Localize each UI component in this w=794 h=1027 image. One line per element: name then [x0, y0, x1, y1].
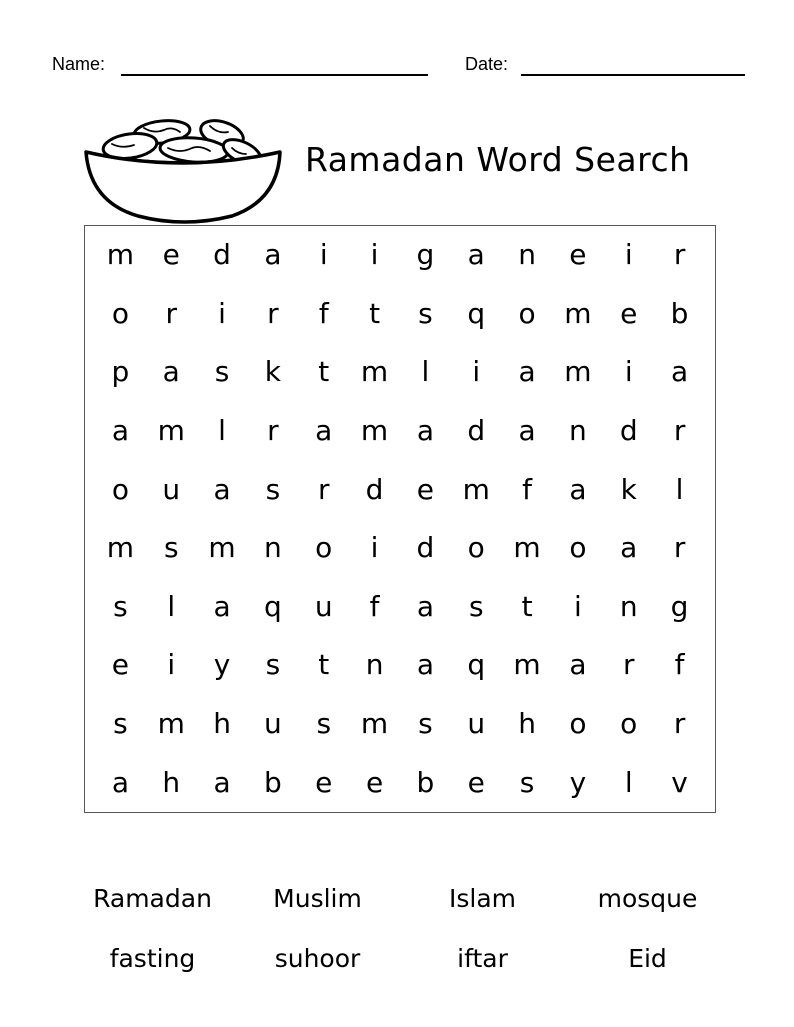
grid-letter: a: [670, 355, 689, 389]
grid-letter: a: [111, 414, 129, 448]
grid-letter: a: [416, 414, 434, 448]
grid-letter: k: [620, 472, 637, 506]
grid-letter: i: [370, 531, 379, 565]
grid-letter: m: [360, 707, 389, 741]
grid-letter: s: [113, 707, 128, 741]
grid-letter: g: [670, 589, 689, 623]
grid-letter: v: [671, 765, 688, 799]
grid-letter: r: [267, 296, 279, 330]
grid-letter: r: [165, 296, 177, 330]
grid-letter: u: [467, 707, 486, 741]
word-list-item: Ramadan: [93, 883, 212, 913]
grid-letter: o: [518, 296, 536, 330]
grid-letter: m: [157, 707, 185, 741]
grid-letter: e: [569, 238, 587, 272]
grid-letter: m: [564, 355, 592, 389]
grid-letter: s: [163, 531, 179, 565]
grid-letter: a: [416, 648, 434, 682]
grid-letter: m: [564, 296, 592, 330]
grid-letter: l: [421, 355, 430, 389]
grid-letter: e: [315, 765, 333, 799]
grid-letter: a: [518, 414, 536, 448]
grid-letter: a: [518, 355, 536, 389]
grid-letter: h: [518, 707, 536, 741]
grid-letter: o: [111, 472, 129, 506]
grid-letter: k: [264, 355, 282, 389]
grid-letter: e: [467, 765, 485, 799]
word-list-item: Islam: [448, 883, 517, 913]
grid-letter: i: [624, 355, 633, 389]
grid-letter: b: [416, 765, 435, 799]
grid-letter: y: [569, 765, 587, 799]
grid-letter: e: [111, 648, 130, 682]
grid-letter: s: [265, 648, 281, 682]
grid-letter: o: [569, 531, 587, 565]
word-list-item: suhoor: [274, 943, 361, 973]
grid-letter: a: [569, 648, 587, 682]
grid-letter: m: [208, 531, 236, 565]
grid-letter: m: [513, 531, 541, 565]
grid-letter: b: [264, 765, 282, 799]
grid-letter: n: [619, 589, 638, 623]
grid-letter: d: [619, 414, 638, 448]
grid-letter: r: [622, 648, 635, 682]
grid-letter: l: [624, 765, 633, 799]
header-row: [0, 52, 794, 82]
grid-letter: f: [369, 589, 380, 623]
grid-letter: a: [569, 472, 587, 506]
grid-letter: i: [319, 238, 328, 272]
grid-letter: n: [365, 648, 384, 682]
grid-letter: i: [472, 355, 481, 389]
grid-letter: r: [267, 414, 279, 448]
grid-letter: i: [218, 296, 226, 330]
grid-letter: e: [620, 296, 638, 330]
grid-letter: s: [519, 765, 535, 799]
grid-letter: m: [513, 648, 541, 682]
grid-letter: r: [317, 472, 330, 506]
grid-letter: d: [467, 414, 486, 448]
grid-letter: y: [213, 648, 231, 682]
grid-letter: m: [462, 472, 490, 506]
grid-letter: a: [467, 238, 485, 272]
grid-letter: m: [106, 531, 135, 565]
word-list-item: mosque: [597, 883, 698, 913]
word-list-item: Eid: [628, 943, 667, 973]
grid-letter: f: [674, 648, 685, 682]
grid-letter: r: [673, 707, 686, 741]
grid-letter: a: [620, 531, 638, 565]
grid-letter: u: [162, 472, 181, 506]
name-label: Name:: [52, 54, 106, 74]
grid-letter: s: [113, 589, 128, 623]
grid-letter: i: [167, 648, 176, 682]
grid-letter: m: [157, 414, 185, 448]
grid-letter: a: [213, 765, 231, 799]
word-list-item: iftar: [457, 943, 508, 973]
name-field[interactable]: [121, 74, 428, 76]
grid-letter: a: [213, 472, 231, 506]
grid-letter: l: [218, 414, 226, 448]
grid-letter: d: [416, 531, 435, 565]
word-list-item: Muslim: [273, 883, 362, 913]
grid-letter: d: [365, 472, 384, 506]
word-list-item: fasting: [109, 943, 196, 973]
grid-letter: a: [111, 765, 129, 799]
grid-letter: t: [521, 589, 533, 623]
grid-letter: a: [416, 589, 434, 623]
grid-letter: s: [265, 472, 281, 506]
grid-letter: e: [365, 765, 384, 799]
grid-letter: t: [318, 355, 330, 389]
grid-letter: a: [264, 238, 282, 272]
grid-letter: o: [315, 531, 333, 565]
grid-letter: t: [318, 648, 330, 682]
grid-letter: d: [213, 238, 231, 272]
word-search-grid: [84, 225, 716, 813]
grid-letter: i: [624, 238, 633, 272]
grid-letter: u: [264, 707, 282, 741]
grid-letter: l: [167, 589, 176, 623]
grid-letter: u: [314, 589, 333, 623]
grid-letter: r: [673, 238, 686, 272]
grid-letter: m: [106, 238, 135, 272]
page-title: Ramadan Word Search: [305, 140, 691, 179]
grid-letter: i: [370, 238, 379, 272]
grid-letter: a: [315, 414, 333, 448]
bowl-of-dates-icon: [82, 112, 286, 228]
grid-letter: n: [264, 531, 282, 565]
grid-letter: o: [569, 707, 587, 741]
grid-letter: h: [213, 707, 231, 741]
grid-letter: q: [467, 296, 486, 330]
grid-letter: q: [264, 589, 282, 623]
grid-letter: q: [467, 648, 486, 682]
grid-letter: m: [360, 414, 389, 448]
grid-letter: s: [418, 707, 433, 741]
grid-letter: o: [620, 707, 638, 741]
letter-grid: [85, 226, 715, 812]
grid-letter: p: [111, 355, 130, 389]
grid-letter: f: [318, 296, 329, 330]
grid-letter: b: [670, 296, 689, 330]
grid-letter: s: [468, 589, 484, 623]
grid-letter: n: [518, 238, 536, 272]
grid-letter: e: [162, 238, 180, 272]
grid-letter: o: [467, 531, 485, 565]
grid-letter: e: [416, 472, 435, 506]
date-label: Date:: [465, 54, 509, 74]
grid-letter: l: [675, 472, 684, 506]
grid-letter: h: [162, 765, 181, 799]
grid-letter: a: [162, 355, 180, 389]
grid-letter: s: [214, 355, 230, 389]
grid-letter: i: [574, 589, 582, 623]
grid-letter: r: [673, 531, 686, 565]
grid-letter: m: [360, 355, 389, 389]
grid-letter: o: [111, 296, 129, 330]
word-list: [70, 868, 730, 988]
grid-letter: f: [522, 472, 532, 506]
grid-letter: a: [213, 589, 231, 623]
grid-letter: r: [673, 414, 686, 448]
grid-letter: s: [316, 707, 332, 741]
grid-letter: t: [369, 296, 381, 330]
date-field[interactable]: [521, 74, 745, 76]
grid-letter: g: [416, 238, 435, 272]
grid-letter: n: [569, 414, 587, 448]
grid-letter: s: [418, 296, 433, 330]
